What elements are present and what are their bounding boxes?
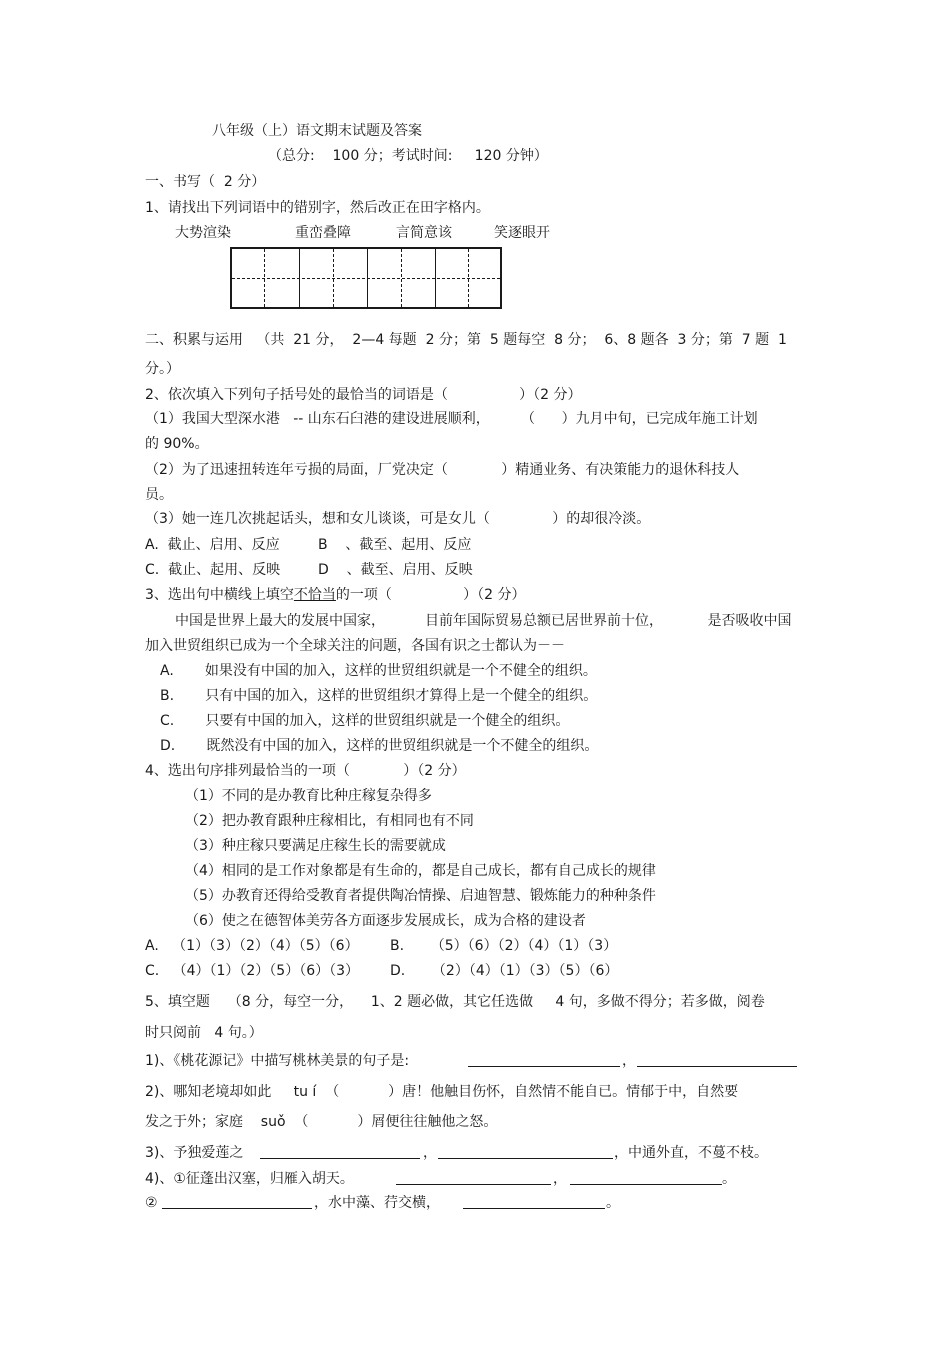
list-item: （4）相同的是工作对象都是有生命的，都是自己成长，都有自己成长的规律 (185, 863, 656, 879)
question-2-stem: 2、依次填入下列句子括号处的最恰当的词语是（ ）（2 分） (145, 387, 582, 403)
option-d: D 、截至、启用、反映 (318, 562, 473, 578)
fill-item-2-cont: 发之于外；家庭 suǒ （ ）屑便往往触他之怒。 (145, 1114, 498, 1130)
option-c: C. 只要有中国的加入，这样的世贸组织就是一个健全的组织。 (160, 713, 570, 729)
question-3-stem-a: 3、选出句中横线上填空 (145, 587, 294, 603)
question-3-stem (145, 586, 525, 604)
list-item: （2）把办教育跟种庄稼相比，有相同也有不同 (185, 813, 474, 829)
option-a: A. （1）（3）（2）（4）（5）（6） (145, 938, 359, 954)
word-2: 重峦叠障 (295, 225, 351, 241)
question-2-sentence-1-cont: 的 90%。 (145, 436, 209, 452)
answer-blank[interactable] (438, 1144, 613, 1159)
comma: ， (423, 1145, 437, 1161)
list-item: （3）种庄稼只要满足庄稼生长的需要就成 (185, 838, 446, 854)
fill-item-3-end: ，中通外直，不蔓不枝。 (614, 1145, 768, 1161)
fill-item-5-mid: ，水中藻、荇交横， (314, 1195, 440, 1211)
section-2-heading-cont: 分。） (145, 361, 180, 377)
word-3: 言简意该 (396, 225, 452, 241)
list-item: （1）不同的是办教育比种庄稼复杂得多 (185, 788, 432, 804)
comma: ， (553, 1171, 567, 1187)
section-1-heading: 一、书写（ 2 分） (145, 174, 266, 190)
answer-blank[interactable] (463, 1194, 605, 1209)
question-5-stem-cont: 时只阅前 4 句。） (145, 1025, 263, 1041)
question-2-sentence-2-cont: 员。 (145, 487, 173, 503)
period: 。 (722, 1171, 736, 1187)
option-b: B 、截至、起用、反应 (318, 537, 472, 553)
answer-grid[interactable] (230, 247, 502, 309)
option-b: B. 只有中国的加入，这样的世贸组织才算得上是一个健全的组织。 (160, 688, 598, 704)
question-5-stem: 5、填空题 （8 分，每空一分， 1、2 题必做，其它任选做 4 句，多做不得分；若多做，阅卷 (145, 994, 765, 1010)
answer-blank[interactable] (468, 1052, 620, 1067)
option-b: B. （5）（6）（2）（4）（1）（3） (390, 938, 618, 954)
fill-item-2: 2)、哪知老境却如此 tu í （ ）唐！他触目伤怀，自然情不能自已。情郁于中，自然要 (145, 1084, 739, 1100)
question-4-stem: 4、选出句序排列最恰当的一项（ ）（2 分） (145, 763, 466, 779)
grid-horizontal-line (232, 278, 500, 279)
answer-blank[interactable] (162, 1194, 312, 1209)
document-title: 八年级（上）语文期末试题及答案 (212, 123, 422, 139)
option-d: D. （2）（4）（1）（3）（5）（6） (390, 963, 619, 979)
answer-blank[interactable] (260, 1144, 420, 1159)
word-4: 笑逐眼开 (494, 225, 550, 241)
question-2-sentence-3: （3）她一连几次挑起话头，想和女儿谈谈，可是女儿（ ）的却很冷淡。 (145, 511, 651, 527)
question-3-passage-1: 中国是世界上最大的发展中国家， 目前年国际贸易总额已居世界前十位， 是否吸收中国 (175, 613, 792, 629)
section-2-heading: 二、积累与运用 （共 21 分， 2—4 每题 2 分；第 5 题每空 8 分； 6、8 题各 3 分；第 7 题 1 (145, 332, 787, 348)
option-d: D. 既然没有中国的加入，这样的世贸组织就是一个不健全的组织。 (160, 738, 599, 754)
list-item: （5）办教育还得给受教育者提供陶冶情操、启迪智慧、锻炼能力的种种条件 (185, 888, 656, 904)
word-1: 大势渲染 (175, 225, 231, 241)
fill-item-3: 3)、予独爱莲之 (145, 1145, 244, 1161)
question-2-sentence-2: （2）为了迅速扭转连年亏损的局面，厂党决定（ ）精通业务、有决策能力的退休科技人 (145, 462, 740, 478)
question-3-passage-2: 加入世贸组织已成为一个全球关注的问题，各国有识之士都认为－－ (145, 638, 565, 654)
period: 。 (606, 1195, 620, 1211)
fill-item-5: ② (145, 1195, 158, 1211)
answer-blank[interactable] (570, 1170, 722, 1185)
fill-item-1: 1)、《桃花源记》中描写桃林美景的句子是: (145, 1053, 410, 1069)
fill-item-4: 4)、①征蓬出汉塞，归雁入胡天。 (145, 1171, 354, 1187)
comma: ， (622, 1053, 636, 1069)
answer-blank[interactable] (396, 1170, 551, 1185)
question-3-stem-underlined: 不恰当 (293, 587, 336, 603)
option-a: A. 如果没有中国的加入，这样的世贸组织就是一个不健全的组织。 (160, 663, 597, 679)
question-2-sentence-1: （1）我国大型深水港 -- 山东石臼港的建设进展顺利， （ ）九月中旬，已完成年施工计划 (145, 411, 758, 427)
option-a: A. 截止、启用、反应 (145, 537, 280, 553)
answer-blank[interactable] (637, 1052, 797, 1067)
option-c: C. （4）（1）（2）（5）（6）（3） (145, 963, 360, 979)
document-subtitle: （总分: 100 分；考试时间: 120 分钟） (268, 148, 548, 164)
question-1-stem: 1、请找出下列词语中的错别字，然后改正在田字格内。 (145, 200, 490, 216)
list-item: （6）使之在德智体美劳各方面逐步发展成长，成为合格的建设者 (185, 913, 586, 929)
option-c: C. 截止、起用、反映 (145, 562, 281, 578)
question-3-stem-b: 的一项（ ）（2 分） (335, 587, 526, 603)
